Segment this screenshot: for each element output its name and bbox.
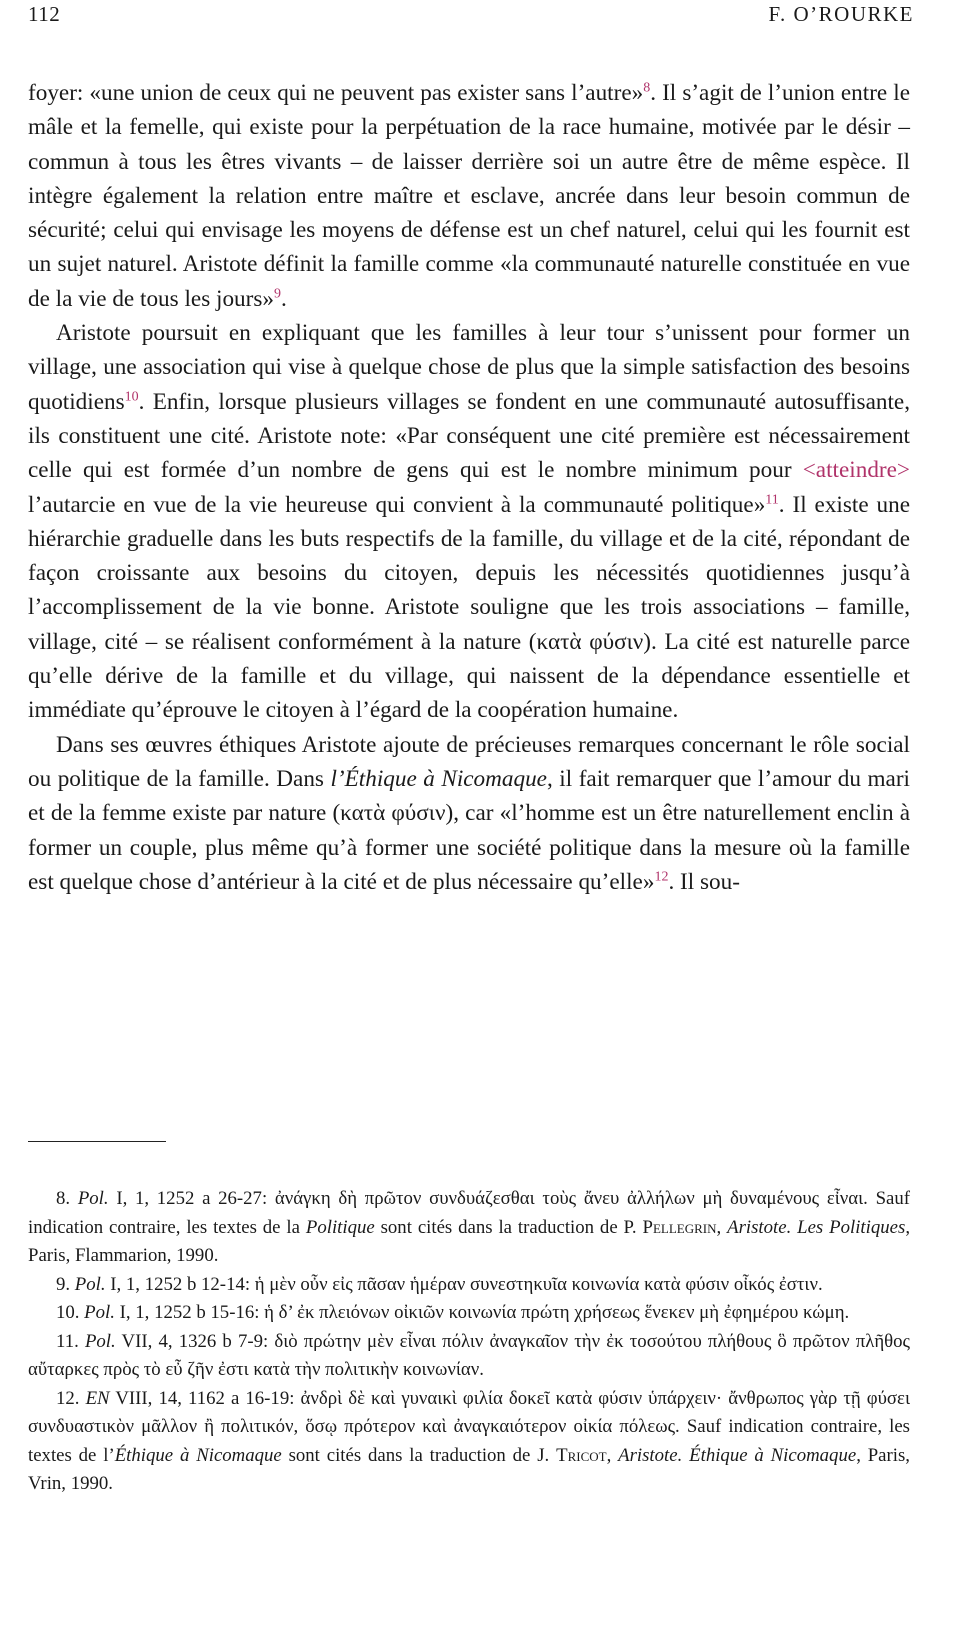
footnote-12: [28, 1385, 910, 1499]
footnote-source-abbrev: Pol.: [77, 1188, 109, 1209]
footnote-work-title: Politique: [305, 1216, 375, 1238]
paragraph-2: [28, 316, 910, 728]
footnote-text: sont cités dans la traduction de P.: [374, 1216, 643, 1238]
footnote-ref-12[interactable]: 12: [654, 869, 669, 885]
footnote-ref-10[interactable]: 10: [124, 388, 139, 404]
footnote-separator: [28, 1141, 166, 1142]
footnote-8: [28, 1185, 910, 1271]
footnote-11: [28, 1328, 910, 1385]
paragraph-2-text-a: Aristote poursuit en expliquant que les familles à leur tour s’unissent pour former un village, une association qui vise à quelque chose de plus que la simple satisfaction des besoins quotidiens: [28, 320, 910, 415]
footnote-text: I, 1, 1252 a 26-27: ἀνάγκη δὴ πρῶτον συνδυάζεσθαι τοὺς ἄνευ ἀλλήλων μὴ δυναμένους εἶναι. Sauf indication contraire, les textes de la: [28, 1188, 910, 1238]
running-header: [28, 2, 914, 30]
footnote-translator: Tricot: [556, 1444, 607, 1466]
footnote-text: VII, 4, 1326 b 7-9: διὸ πρώτην μὲν εἶναι πόλιν ἀναγκαῖον τὴν ἐκ τοσούτου πλήθους ὃ πρῶτον πλῆθος αὔταρκες πρὸς τὸ εὖ ζῆν ἐστι κατὰ τὴν πολιτικὴν κοινωνίαν.: [28, 1330, 910, 1380]
paragraph-2-text-b: . Enfin, lorsque plusieurs villages se fondent en une communauté autosuffisante, ils constituent une cité. Aristote note: «Par conséquent une cité première est nécessairement celle qui est formée d’un nombre de gens qui est le nombre minimum pour: [28, 388, 910, 484]
footnote-text: , Paris, Flammarion, 1990.: [28, 1216, 911, 1266]
footnote-text: ,: [716, 1216, 728, 1238]
paragraph-3-text-b: , il fait remarquer que l’amour du mari et de la femme existe par nature (κατὰ φύσιν), car «l’homme est un être naturellement enclin à former un couple, plus même qu’à former une société politique dans la mesure où la famille est quelque chose d’antérieur à la cité et de plus nécessaire qu’elle»: [28, 765, 910, 895]
footnote-source-abbrev: Pol.: [84, 1330, 116, 1352]
paragraph-2-text-c: l’autarcie en vue de la vie heureuse qui convient à la communauté politique»: [28, 491, 766, 518]
paragraph-1-text-a: foyer: «une union de ceux qui ne peuvent pas exister sans l’autre»: [28, 80, 644, 106]
footnote-number: 9.: [56, 1273, 75, 1295]
footnote-book-title: Aristote. Éthique à Nicomaque: [618, 1444, 857, 1466]
paragraph-1-text-b: . Il s’agit de l’union entre le mâle et la femelle, qui existe pour la perpétuation de la race humaine, motivée par le désir – commun à tous les êtres vivants – de laisser derrière soi un autre être de même espèce. Il intègre également la relation entre maître et esclave, ancrée dans leur besoin commun de sécurité; celui qui envisage les moyens de défense est un chef naturel, celui qui les fournit est un sujet naturel. Aristote définit la famille comme «la communauté naturelle constituée en vue de la vie de tous les jours»: [28, 80, 911, 312]
footnote-source-abbrev: Pol.: [84, 1302, 115, 1323]
footnote-number: 12.: [56, 1387, 86, 1409]
footnote-text: I, 1, 1252 b 15-16: ἡ δ’ ἐκ πλειόνων οἰκιῶν κοινωνία πρώτη χρήσεως ἕνεκεν μὴ ἐφημέρου κώμη.: [114, 1302, 850, 1323]
paragraph-1: [28, 76, 910, 316]
paragraph-3-text-c: . Il sou-: [668, 868, 740, 895]
footnote-ref-8[interactable]: 8: [643, 80, 651, 96]
footnote-ref-11[interactable]: 11: [765, 491, 779, 507]
running-head-author: F. O’ROURKE: [768, 2, 914, 26]
paragraph-1-text-c: .: [281, 285, 287, 312]
footnote-source-abbrev: Pol.: [74, 1273, 106, 1295]
footnote-number: 10.: [56, 1302, 85, 1323]
work-title-italic: l’Éthique à Nicomaque: [330, 765, 547, 792]
footnote-text: sont cités dans la traduction de J.: [281, 1444, 557, 1466]
footnote-book-title: Aristote. Les Politiques: [727, 1216, 906, 1238]
footnote-ref-9[interactable]: 9: [274, 286, 281, 302]
footnote-work-title: Éthique à Nicomaque: [114, 1444, 282, 1466]
main-text: [28, 76, 910, 899]
footnote-10: [28, 1299, 910, 1328]
paragraph-2-text-d: . Il existe une hiérarchie graduelle dans les buts respectifs de la famille, du village et de la cité, répondant de façon croissante aux besoins du citoyen, depuis les nécessités quotidiennes jusqu’à l’accomplissement de la vie bonne. Aristote souligne que les trois associations – famille, village, cité – se réalisent conformément à la nature (κατὰ φύσιν). La cité est naturelle parce qu’elle dérive de la famille et du village, qui naissent de la dépendance essentielle et immédiate qu’éprouve le citoyen à l’égard de la coopération humaine.: [28, 491, 910, 724]
footnote-text: , Paris, Vrin, 1990.: [28, 1444, 910, 1494]
paragraph-3: [28, 728, 910, 899]
editorial-insertion: <atteindre>: [802, 457, 910, 484]
footnotes: [28, 1185, 910, 1499]
footnote-translator: Pellegrin: [642, 1216, 717, 1238]
footnote-text: I, 1, 1252 b 12-14: ἡ μὲν οὖν εἰς πᾶσαν ἡμέραν συνεστηκυῖα κοινωνία κατὰ φύσιν οἶκός ἐστιν.: [105, 1273, 823, 1295]
footnote-text: ,: [606, 1444, 619, 1466]
footnote-number: 8.: [56, 1188, 78, 1209]
footnote-source-abbrev: EN: [85, 1387, 110, 1409]
paragraph-3-text-a: Dans ses œuvres éthiques Aristote ajoute de précieuses remarques concernant le rôle social ou politique de la famille. Dans: [28, 731, 910, 792]
page-number: 112: [28, 2, 61, 26]
footnote-number: 11.: [56, 1330, 85, 1352]
footnote-text: VIII, 14, 1162 a 16-19: ἀνδρὶ δὲ καὶ γυναικὶ φιλία δοκεῖ κατὰ φύσιν ὑπάρχειν· ἄνθρωπος γὰρ τῇ φύσει συνδυαστικὸν μᾶλλον ἢ πολιτικόν, ὅσῳ πρότερον καὶ ἀναγκαιότερον οἰκία πόλεως. Sauf indication contraire, les textes de l’: [28, 1387, 910, 1466]
footnote-9: [28, 1271, 910, 1300]
